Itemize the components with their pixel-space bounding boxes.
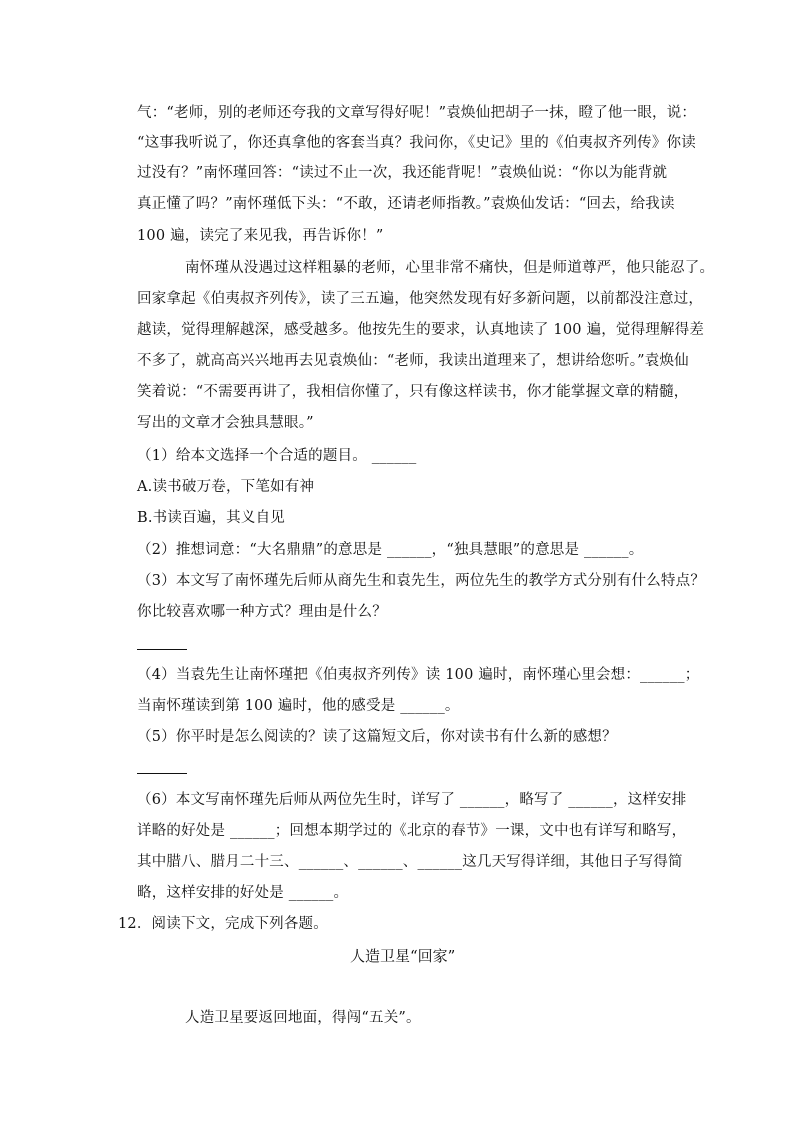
passage-first-line: 人造卫星要返回地面，得闯“五关”。: [185, 1010, 421, 1026]
paragraph-start: 南怀瑾从没遇过这样粗暴的老师，心里非常不痛快，但是师道尊严，他只能忍了。: [185, 260, 715, 276]
question-3: （3）本文写了南怀瑾先后师从商先生和袁先生，两位先生的教学方式分别有什么特点？: [137, 573, 706, 589]
text-line: “这事我听说了，你还真拿他的客套当真？我问你，《史记》里的《伯夷叔齐列传》你读: [137, 135, 696, 151]
answer-blank: [137, 649, 187, 650]
passage-title: 人造卫星“回家”: [350, 947, 456, 965]
question-6: （6）本文写南怀瑾先后师从两位先生时，详写了 ______，略写了 ______，这样安排: [137, 792, 687, 808]
question-6-cont: 略，这样安排的好处是 ______。: [137, 885, 349, 901]
option-a: A.读书破万卷，下笔如有神: [137, 479, 315, 495]
text-line: 不多了，就高高兴兴地再去见袁焕仙：“老师，我读出道理来了，想讲给您听。”袁焕仙: [137, 353, 689, 369]
text-line: 气：“老师，别的老师还夸我的文章写得好呢！”袁焕仙把胡子一抹，瞪了他一眼，说：: [137, 105, 697, 121]
text-line: 笑着说：“不需要再讲了，我相信你懂了，只有像这样读书，你才能掌握文章的精髓，: [137, 384, 689, 400]
question-5: （5）你平时是怎么阅读的？读了这篇短文后，你对读书有什么新的感想？: [137, 729, 617, 745]
text-line: 100 遍，读完了来见我，再告诉你！”: [137, 228, 384, 244]
text-line: 写出的文章才会独具慧眼。”: [137, 415, 314, 431]
question-4: （4）当袁先生让南怀瑾把《伯夷叔齐列传》读 100 遍时，南怀瑾心里会想：______；: [137, 667, 700, 683]
question-6-cont: 其中腊八、腊月二十三、______、______、______这几天写得详细，其他日子写得简: [137, 854, 683, 870]
answer-blank: [137, 773, 187, 774]
text-line: 过没有？”南怀瑾回答：“读过不止一次，我还能背呢！”袁焕仙说：“你以为能背就: [137, 165, 668, 181]
question-6-cont: 详略的好处是 ______；回想本期学过的《北京的春节》一课，文中也有详写和略写，: [137, 823, 687, 839]
option-b: B.书读百遍，其义自见: [137, 510, 285, 526]
question-1: （1）给本文选择一个合适的题目。 ______: [137, 448, 417, 464]
question-2: （2）推想词意：“大名鼎鼎”的意思是 ______，“独具慧眼”的意思是 ______。: [137, 542, 644, 558]
text-line: 越读，觉得理解越深，感受越多。他按先生的要求，认真地读了 100 遍，觉得理解得差: [137, 322, 705, 338]
text-line: 真正懂了吗？”南怀瑾低下头：“不敢，还请老师指教。”袁焕仙发话：“回去，给我读: [137, 196, 675, 212]
question-4-cont: 当南怀瑾读到第 100 遍时，他的感受是 ______。: [137, 698, 460, 714]
question-12-heading: 12．阅读下文，完成下列各题。: [118, 916, 328, 932]
question-3-cont: 你比较喜欢哪一种方式？理由是什么？: [137, 604, 387, 620]
text-line: 回家拿起《伯夷叔齐列传》，读了三五遍，他突然发现有好多新问题，以前都没注意过，: [137, 291, 704, 307]
